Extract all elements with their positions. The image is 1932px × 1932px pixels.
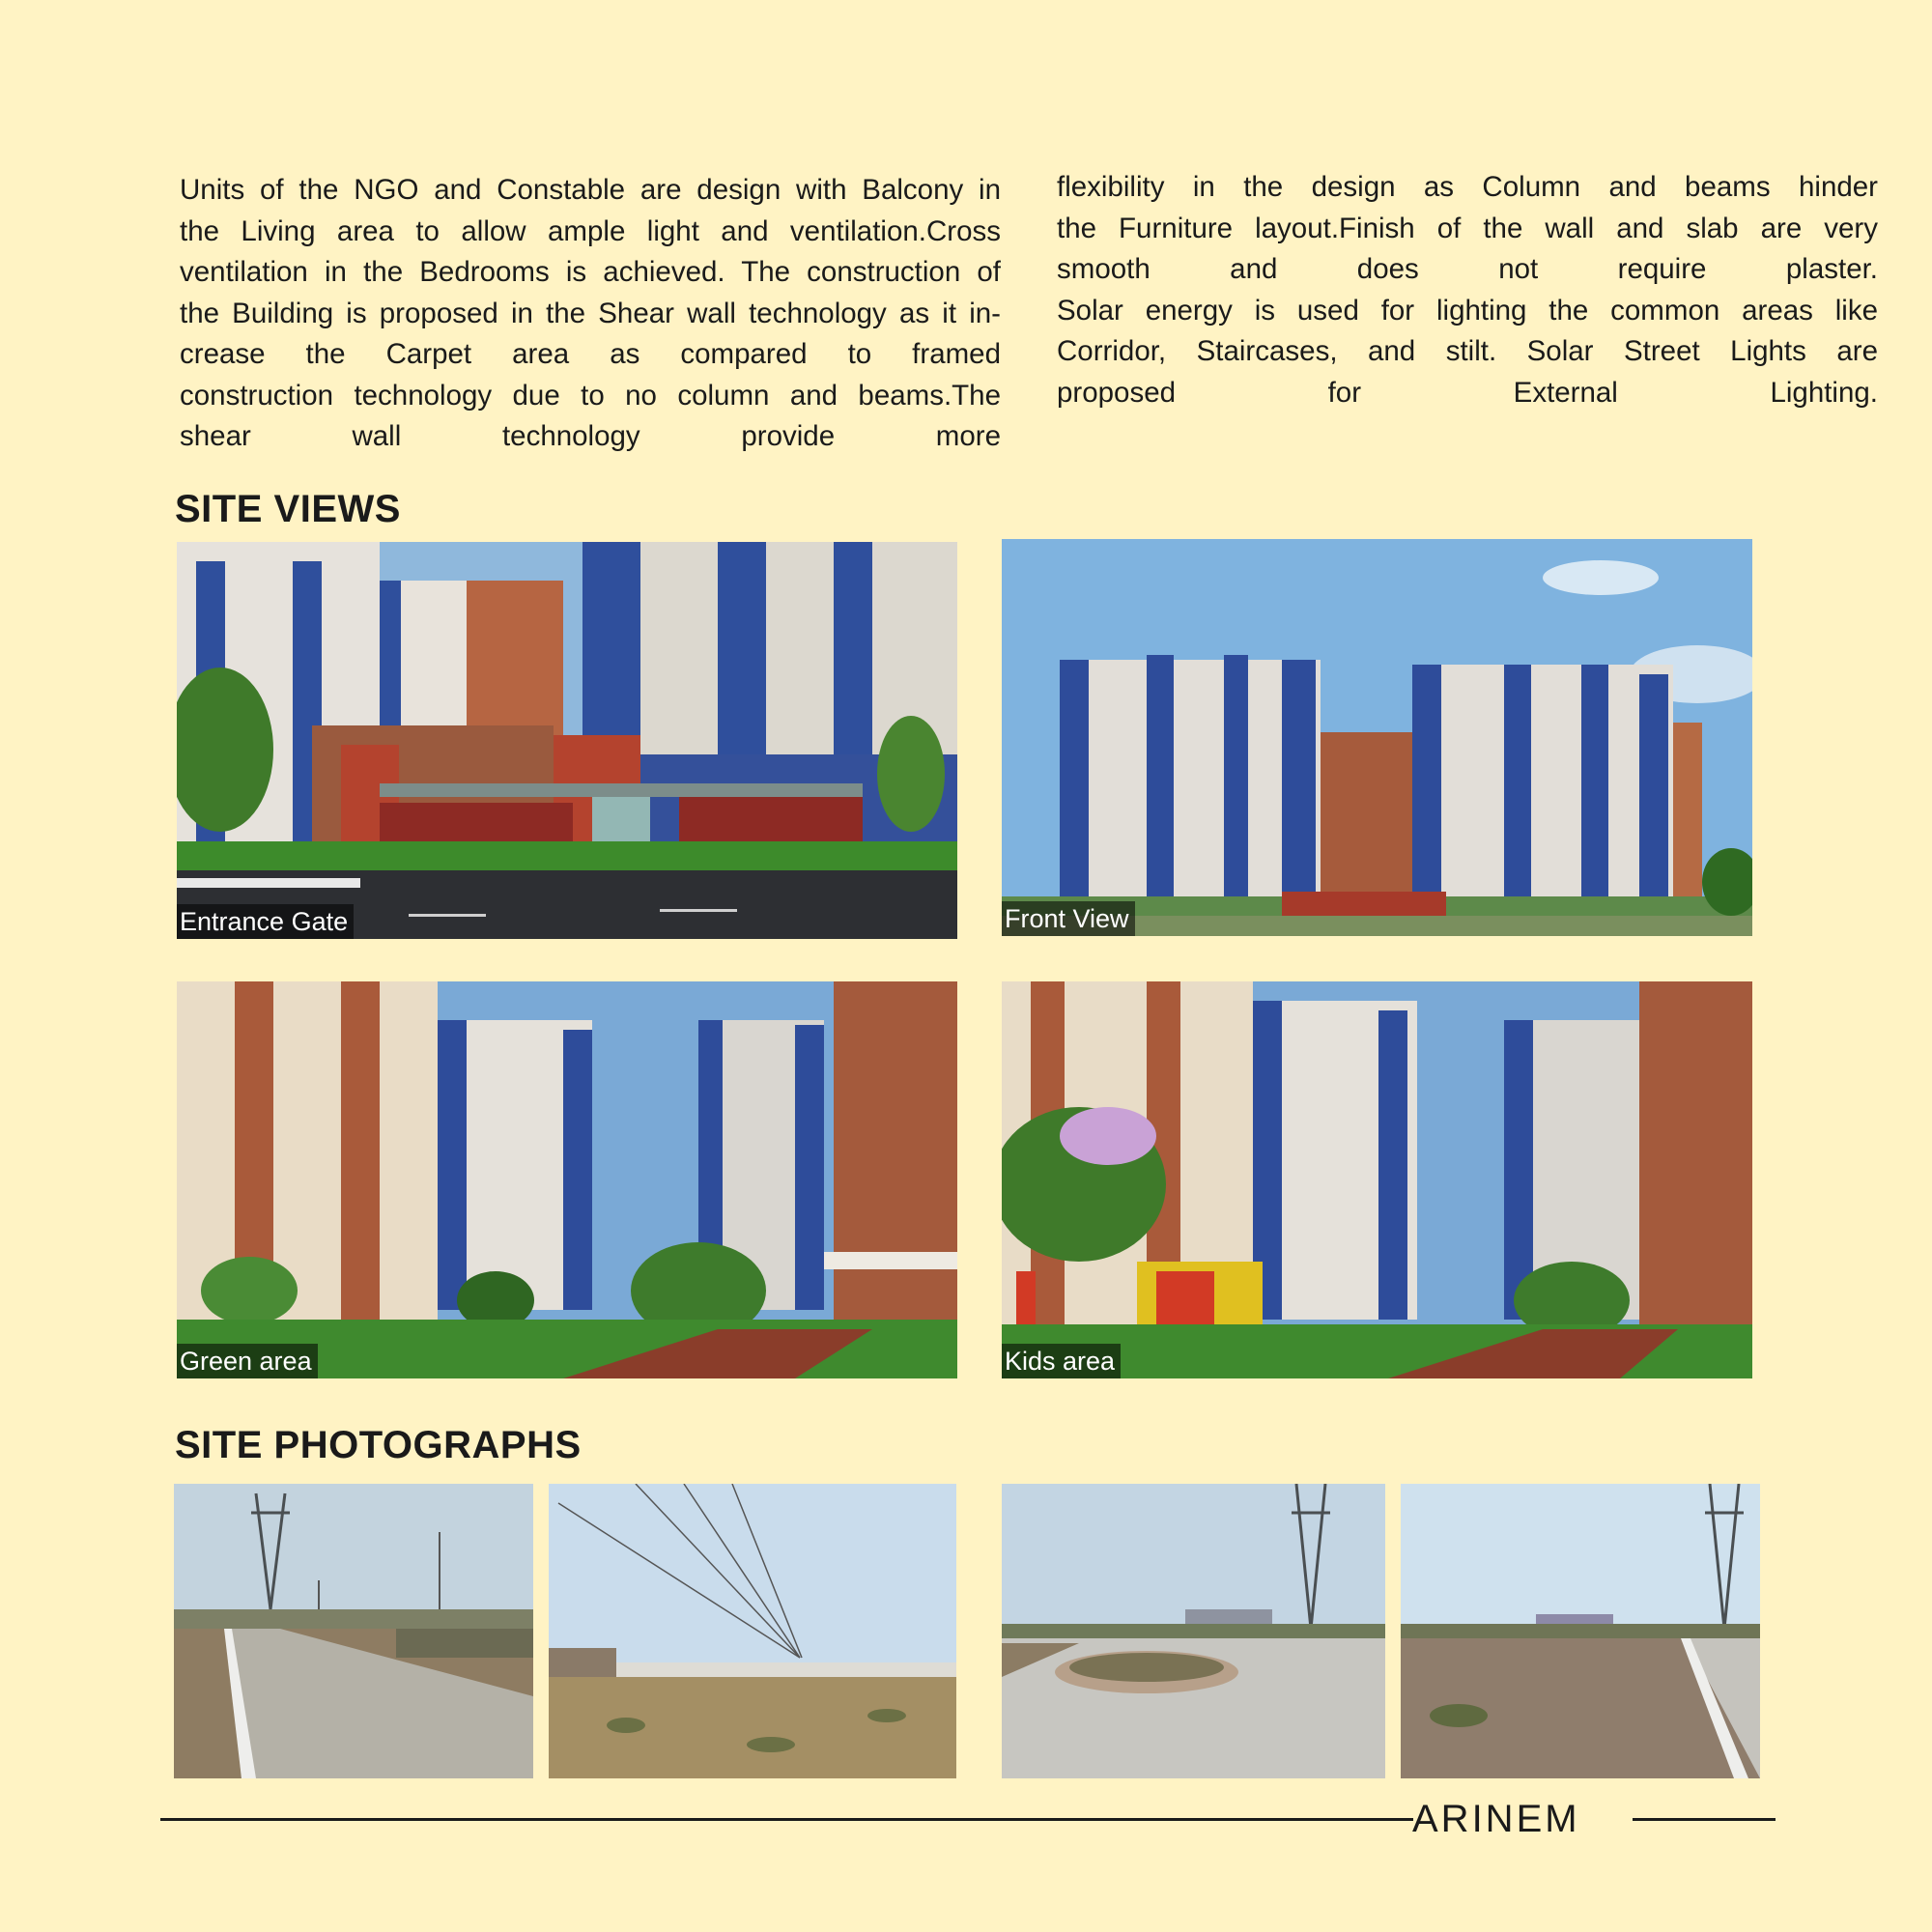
site-photo-roundabout	[1002, 1484, 1385, 1778]
site-photographs-heading: SITE PHOTOGRAPHS	[175, 1424, 582, 1466]
image-caption: Kids area	[1002, 1344, 1121, 1378]
site-photo-open-land	[549, 1484, 956, 1778]
render-green-area	[177, 981, 957, 1378]
site-views-heading: SITE VIEWS	[175, 488, 401, 530]
text-line: flexibility in the design as Column and beams hinder	[1057, 171, 1878, 203]
text-line: Corridor, Staircases, and stilt. Solar Street Lights are	[1057, 335, 1878, 367]
render-front-view	[1002, 539, 1752, 936]
text-line: the Building is proposed in the Shear wall technology as it in-	[180, 297, 1001, 329]
intro-paragraph-left	[180, 170, 1001, 458]
text-line: the Living area to allow ample light and ventilation.Cross	[180, 214, 1001, 247]
render-kids-area	[1002, 981, 1752, 1378]
intro-paragraph-right	[1057, 167, 1878, 413]
text-line: proposed for External Lighting.	[1057, 376, 1878, 409]
text-line: Solar energy is used for lighting the common areas like	[1057, 294, 1878, 327]
image-caption: Entrance Gate	[177, 904, 354, 939]
footer-rule-left	[160, 1818, 1413, 1821]
text-line: crease the Carpet area as compared to framed	[180, 338, 1001, 370]
site-photo-barren-land	[1401, 1484, 1760, 1778]
text-line: the Furniture layout.Finish of the wall and slab are very	[1057, 212, 1878, 244]
render-entrance-gate	[177, 542, 957, 939]
brand-logo: ARINEM	[1412, 1798, 1580, 1840]
text-line: Units of the NGO and Constable are design with Balcony in	[180, 174, 1001, 206]
text-line: smooth and does not require plaster.	[1057, 253, 1878, 285]
image-caption: Green area	[177, 1344, 318, 1378]
text-line: shear wall technology provide more	[180, 420, 1001, 452]
site-photo-road	[174, 1484, 533, 1778]
text-line: ventilation in the Bedrooms is achieved. The construction of	[180, 256, 1001, 288]
text-line: construction technology due to no column and beams.The	[180, 379, 1001, 412]
footer-rule-right	[1633, 1818, 1776, 1821]
image-caption: Front View	[1002, 901, 1135, 936]
